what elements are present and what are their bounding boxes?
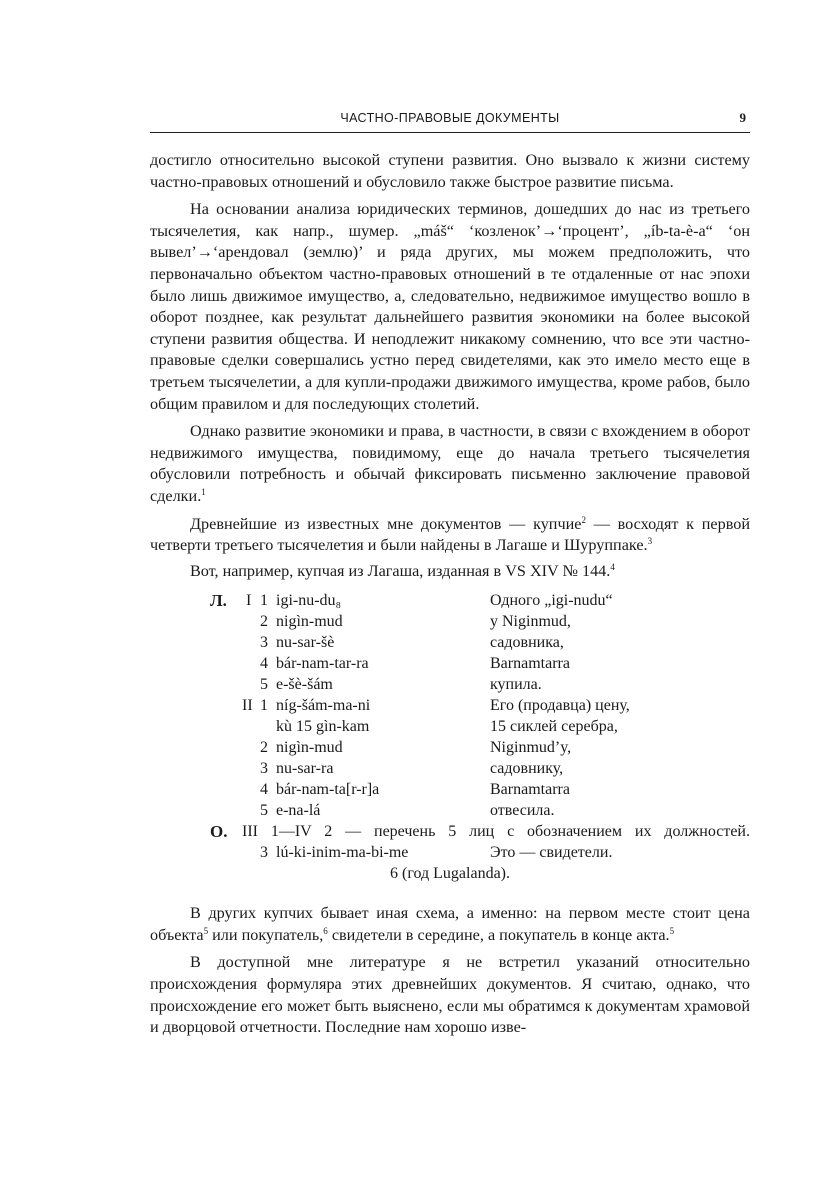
line-number: 5 bbox=[260, 802, 268, 820]
paragraph-3 bbox=[150, 421, 750, 507]
paragraph-6-text-b: или покупатель, bbox=[208, 925, 324, 944]
year-line: 6 (год Lugalanda). bbox=[389, 865, 511, 883]
paragraph-5-text: Вот, например, купчая из Лагаша, изданная в VS XIV № 144. bbox=[190, 561, 611, 580]
line-number: 1 bbox=[260, 697, 268, 715]
line-number: 2 bbox=[260, 613, 268, 631]
translation: отвесила. bbox=[490, 802, 555, 820]
transliteration: lú-ki-inim-ma-bi-me bbox=[276, 844, 409, 862]
paragraph-7: В доступной мне литературе я не встретил указаний относительно происхождения формуляра этих древнейших документов. Я считаю, однако, что происхождение его может быть выяснено, если мы обратимся к документам храмовой и дворцовой отчетности. Последние нам хорошо изве- bbox=[150, 953, 750, 1037]
reverse-summary: III 1—IV 2 — перечень 5 лиц с обозначением их должностей. bbox=[242, 823, 750, 841]
footnote-ref: 2 bbox=[581, 514, 586, 525]
running-header bbox=[150, 110, 750, 133]
translation: у Niginmud, bbox=[490, 613, 571, 631]
translation: садовнику, bbox=[490, 760, 564, 778]
doc-line bbox=[150, 842, 750, 864]
paragraph-2: На основании анализа юридических терминов, дошедших до нас из третьего тысячелетия, как напр., шумер. „máš“ ‘козленок’→‘процент’, „íb-ta-è-a“ ‘он вывел’→‘арендовал (землю)’ и ряда других, мы можем предположить, что первоначально объектом частно-правовых отношений в те отдаленные от нас эпохи было лишь движимое имущество, а, следовательно, недвижимое имущество вошло в оборот позднее, как результат дальнейшего развития экономики на более высокой ступени развития общества. И неподлежит никакому сомнению, что все эти частно-правовые сделки совершались устно перед свидетелями, как это имело место еще в третьем тысячелетии, а для купли-продажи движимого имущества, кроме рабов, было общим правилом и для последующих столетий. bbox=[150, 200, 750, 413]
translation: Barnamtarra bbox=[490, 781, 570, 799]
doc-line bbox=[150, 737, 750, 759]
footnote-ref: 3 bbox=[647, 536, 653, 547]
doc-line bbox=[150, 611, 750, 633]
obverse-label: Л. bbox=[210, 591, 227, 611]
footnote-ref: 6 bbox=[323, 925, 328, 936]
line-number: 2 bbox=[260, 739, 268, 757]
transliteration: nu-sar-ra bbox=[276, 760, 334, 778]
body-text bbox=[150, 150, 750, 1039]
paragraph-5 bbox=[150, 561, 750, 583]
paragraph-6-text-a: В других купчих бывает иная схема, а именно: на первом месте стоит цена объекта bbox=[150, 904, 750, 944]
paragraph-4-text-b: — восходят к первой четверти третьего тысячелетия и были найдены в Лагаше и Шуруппаке. bbox=[150, 514, 750, 555]
transliteration-block bbox=[150, 590, 750, 883]
line-number: 1 bbox=[260, 592, 268, 610]
doc-line-reverse bbox=[150, 821, 750, 843]
paragraph-4 bbox=[150, 514, 750, 557]
transliteration: kù 15 gìn-kam bbox=[276, 718, 370, 736]
paragraph-4-text-a: Древнейшие из известных мне документов — купчие bbox=[190, 514, 582, 533]
line-number: 4 bbox=[260, 655, 268, 673]
doc-line bbox=[150, 779, 750, 801]
doc-line bbox=[150, 590, 750, 612]
doc-line bbox=[150, 800, 750, 822]
line-number: 4 bbox=[260, 781, 268, 799]
footnote-ref: 5 bbox=[669, 925, 675, 936]
translation: Niginmud’y, bbox=[490, 739, 572, 757]
doc-line bbox=[150, 716, 750, 738]
doc-line bbox=[150, 632, 750, 654]
doc-line bbox=[150, 695, 750, 717]
transliteration: nu-sar-šè bbox=[276, 634, 335, 652]
footnote-ref: 1 bbox=[201, 486, 206, 497]
paragraph-1: достигло относительно высокой ступени развития. Оно вызвало к жизни систему частно-правовых отношений и обусловило также быстрое развитие письма. bbox=[150, 151, 750, 191]
footnote-ref: 4 bbox=[610, 561, 615, 572]
reverse-label: О. bbox=[210, 822, 228, 842]
page-number: 9 bbox=[739, 110, 746, 125]
translation: купила. bbox=[490, 676, 542, 694]
column-number: I bbox=[246, 592, 252, 610]
header-title: ЧАСТНО-ПРАВОВЫЕ ДОКУМЕНТЫ bbox=[340, 111, 560, 125]
translation: Его (продавца) цену, bbox=[490, 697, 630, 715]
line-number: 5 bbox=[260, 676, 268, 694]
translation: 15 сиклей серебра, bbox=[490, 718, 618, 736]
transliteration: bár-nam-tar-ra bbox=[276, 655, 369, 673]
doc-line bbox=[150, 758, 750, 780]
transliteration: igi-nu-du₈ bbox=[276, 592, 342, 610]
line-number: 3 bbox=[260, 634, 268, 652]
transliteration: níg-šám-ma-ni bbox=[276, 697, 371, 715]
doc-line bbox=[150, 653, 750, 675]
translation: Одного „igi-nudu“ bbox=[490, 592, 613, 610]
transliteration: nigìn-mud bbox=[276, 739, 343, 757]
translation: Это — свидетели. bbox=[490, 844, 613, 862]
line-number: 3 bbox=[260, 760, 268, 778]
footnote-ref: 5 bbox=[203, 925, 209, 936]
doc-line bbox=[150, 674, 750, 696]
translation: Barnamtarra bbox=[490, 655, 570, 673]
transliteration: nigìn-mud bbox=[276, 613, 343, 631]
line-number: 3 bbox=[260, 844, 268, 862]
translation: садовника, bbox=[490, 634, 564, 652]
transliteration: bár-nam-ta[r-r]a bbox=[276, 781, 380, 799]
paragraph-6-text-c: свидетели в середине, а покупатель в конце акта. bbox=[327, 925, 670, 944]
paragraph-6 bbox=[150, 903, 750, 946]
transliteration: e-na-lá bbox=[276, 802, 321, 820]
transliteration: e-šè-šám bbox=[276, 676, 333, 694]
column-number: II bbox=[242, 697, 253, 715]
paragraph-3-text: Однако развитие экономики и права, в частности, в связи с вхождением в оборот недвижимого имущества, повидимому, еще до начала третьего тысячелетия обусловили потребность и обычай фиксировать письменно заключение правовой сделки. bbox=[150, 422, 750, 505]
